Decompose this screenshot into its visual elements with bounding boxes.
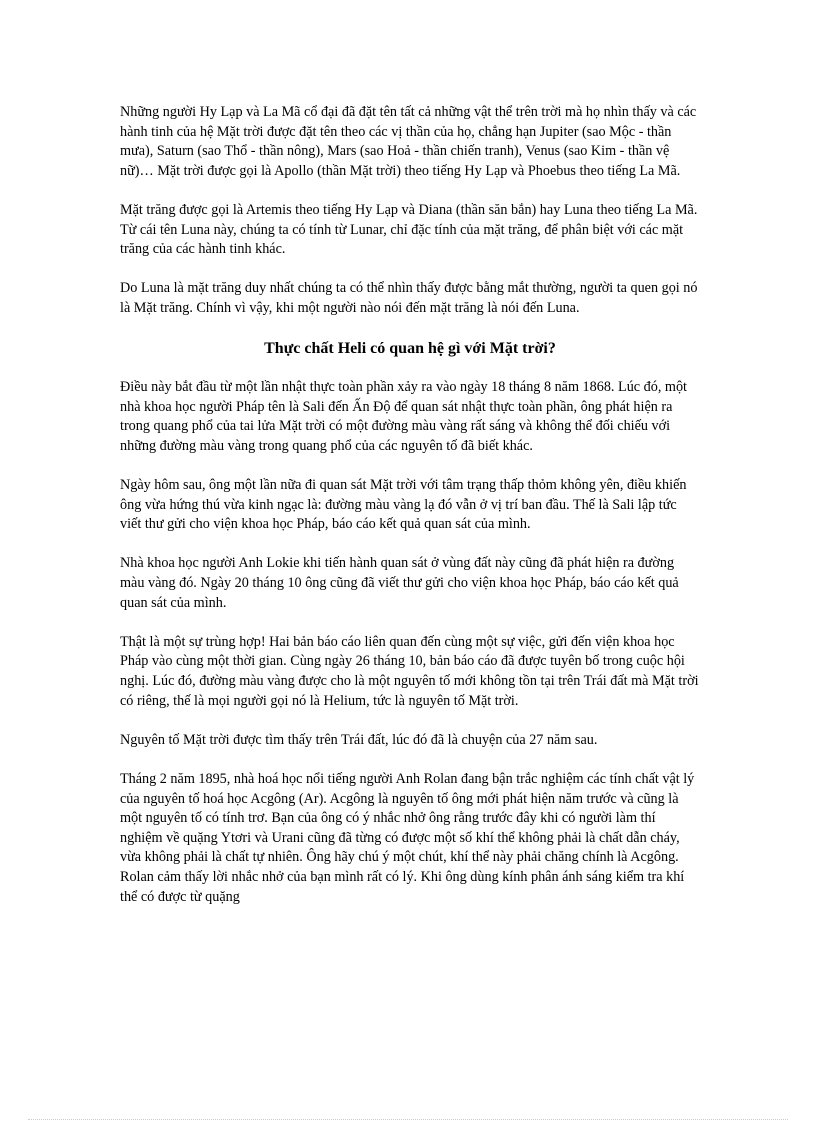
paragraph: Do Luna là mặt trăng duy nhất chúng ta có thể nhìn thấy được bằng mắt thường, người ta quen gọi nó là Mặt trăng. Chính vì vậy, khi một người nào nói đến mặt trăng là nói đến Luna. [120, 280, 698, 316]
paragraph: Nhà khoa học người Anh Lokie khi tiến hành quan sát ở vùng đất này cũng đã phát hiện ra đường màu vàng đó. Ngày 20 tháng 10 ông cũng đã viết thư gửi cho viện khoa học Pháp, báo cáo kết quả quan sát của mình. [120, 555, 679, 611]
paragraph: Ngày hôm sau, ông một lần nữa đi quan sát Mặt trời với tâm trạng thấp thỏm không yên, điều khiến ông vừa hứng thú vừa kinh ngạc là: đường màu vàng lạ đó vẫn ở vị trí ban đầu. Thế là Sali lập tức viết thư gửi cho viện khoa học Pháp, báo cáo kết quả quan sát của mình. [120, 477, 687, 533]
section-heading: Thực chất Heli có quan hệ gì với Mặt trời? [264, 340, 556, 358]
paragraph: Nguyên tố Mặt trời được tìm thấy trên Trái đất, lúc đó đã là chuyện của 27 năm sau. [120, 731, 598, 748]
paragraph: Điều này bắt đầu từ một lần nhật thực toàn phần xảy ra vào ngày 18 tháng 8 năm 1868. Lúc đó, một nhà khoa học người Pháp tên là Sali đến Ấn Độ để quan sát nhật thực toàn phần, ông phát hiện ra trong quang phổ của tai lửa Mặt trời có một đường màu vàng rất sáng và không thể đối chiếu với những đường màu vàng trong quang phổ của các nguyên tố đã biết khác. [120, 379, 687, 454]
page-bottom-rule [28, 1119, 788, 1120]
paragraph: Những người Hy Lạp và La Mã cổ đại đã đặt tên tất cả những vật thể trên trời mà họ nhìn thấy và các hành tinh của hệ Mặt trời được đặt tên theo các vị thần của họ, chẳng hạn Jupiter (sao Mộc - thần mưa), Saturn (sao Thổ - thần nông), Mars (sao Hoả - thần chiến tranh), Venus (sao Kim - thần vệ nữ)… Mặt trời được gọi là Apollo (thần Mặt trời) theo tiếng Hy Lạp và Phoebus theo tiếng La Mã. [120, 104, 697, 179]
paragraph: Tháng 2 năm 1895, nhà hoá học nổi tiếng người Anh Rolan đang bận trắc nghiệm các tính chất vật lý của nguyên tố hoá học Acgông (Ar). Acgông là nguyên tố ông mới phát hiện năm trước và cũng là một nguyên tố có tính trơ. Bạn của ông có ý nhắc nhở ông rằng trước đây khi có người làm thí nghiệm về quặng Ytơri và Urani cũng đã từng có được một số khí thể không phải là chất dẫn cháy, vừa không phải là chất tự nhiên. Ông hãy chú ý một chút, khí thể này phải chăng chính là Acgông. Rolan cảm thấy lời nhắc nhở của bạn mình rất có lý. Khi ông dùng kính phân ánh sáng kiểm tra khí thể có được từ quặng [120, 771, 695, 905]
document-page [120, 103, 700, 927]
paragraph: Mặt trăng được gọi là Artemis theo tiếng Hy Lạp và Diana (thần săn bắn) hay Luna theo tiếng La Mã. Từ cái tên Luna này, chúng ta có tính từ Lunar, chỉ đặc tính của mặt trăng, để phân biệt với các mặt trăng của các hành tinh khác. [120, 201, 698, 258]
paragraph: Thật là một sự trùng hợp! Hai bản báo cáo liên quan đến cùng một sự việc, gửi đến viện khoa học Pháp vào cùng một thời gian. Cùng ngày 26 tháng 10, bản báo cáo đã được tuyên bố trong cuộc hội nghị. Lúc đó, đường màu vàng được cho là một nguyên tố mới không tồn tại trên Trái đất mà Mặt trời có riêng, thế là mọi người gọi nó là Helium, tức là nguyên tố Mặt trời. [120, 633, 699, 709]
